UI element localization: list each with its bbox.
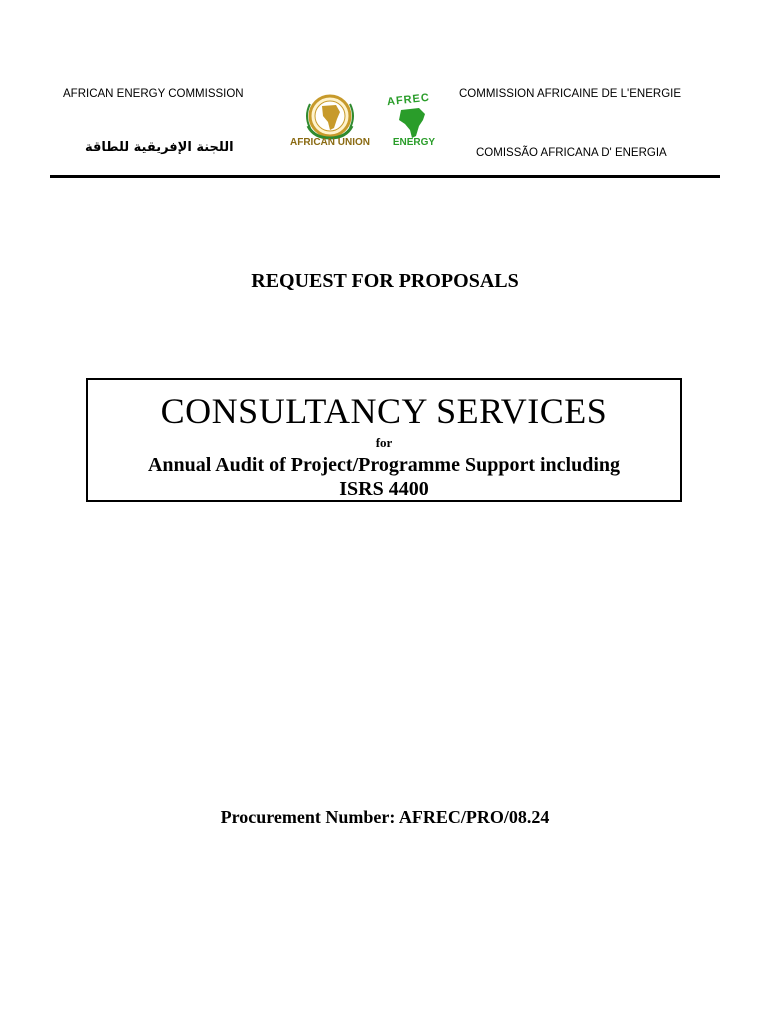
box-title: CONSULTANCY SERVICES [160, 391, 608, 431]
procurement-number: Procurement Number: AFREC/PRO/08.24 [220, 807, 550, 827]
document-heading: REQUEST FOR PROPOSALS [251, 270, 519, 292]
afrec-arc-text: AFREC [386, 91, 431, 109]
afrec-energy-label: ENERGY [392, 137, 436, 148]
box-line-2: ISRS 4400 [339, 478, 429, 500]
box-for: for [375, 435, 393, 450]
header-right-subtitle: COMISSÃO AFRICANA D' ENERGIA [476, 147, 667, 159]
african-union-label: AFRICAN UNION [290, 137, 370, 148]
header-arabic-title: اللجنة الإفريقية للطاقة [85, 140, 234, 155]
box-line-1: Annual Audit of Project/Programme Support including [147, 454, 621, 476]
header-right-title: COMMISSION AFRICAINE DE L'ENERGIE [459, 88, 682, 100]
header-left-title: AFRICAN ENERGY COMMISSION [63, 88, 244, 100]
african-union-emblem-icon [290, 92, 370, 142]
header-divider [50, 175, 720, 178]
afrec-logo [383, 92, 445, 152]
african-union-logo [290, 92, 370, 152]
title-box [86, 378, 682, 502]
